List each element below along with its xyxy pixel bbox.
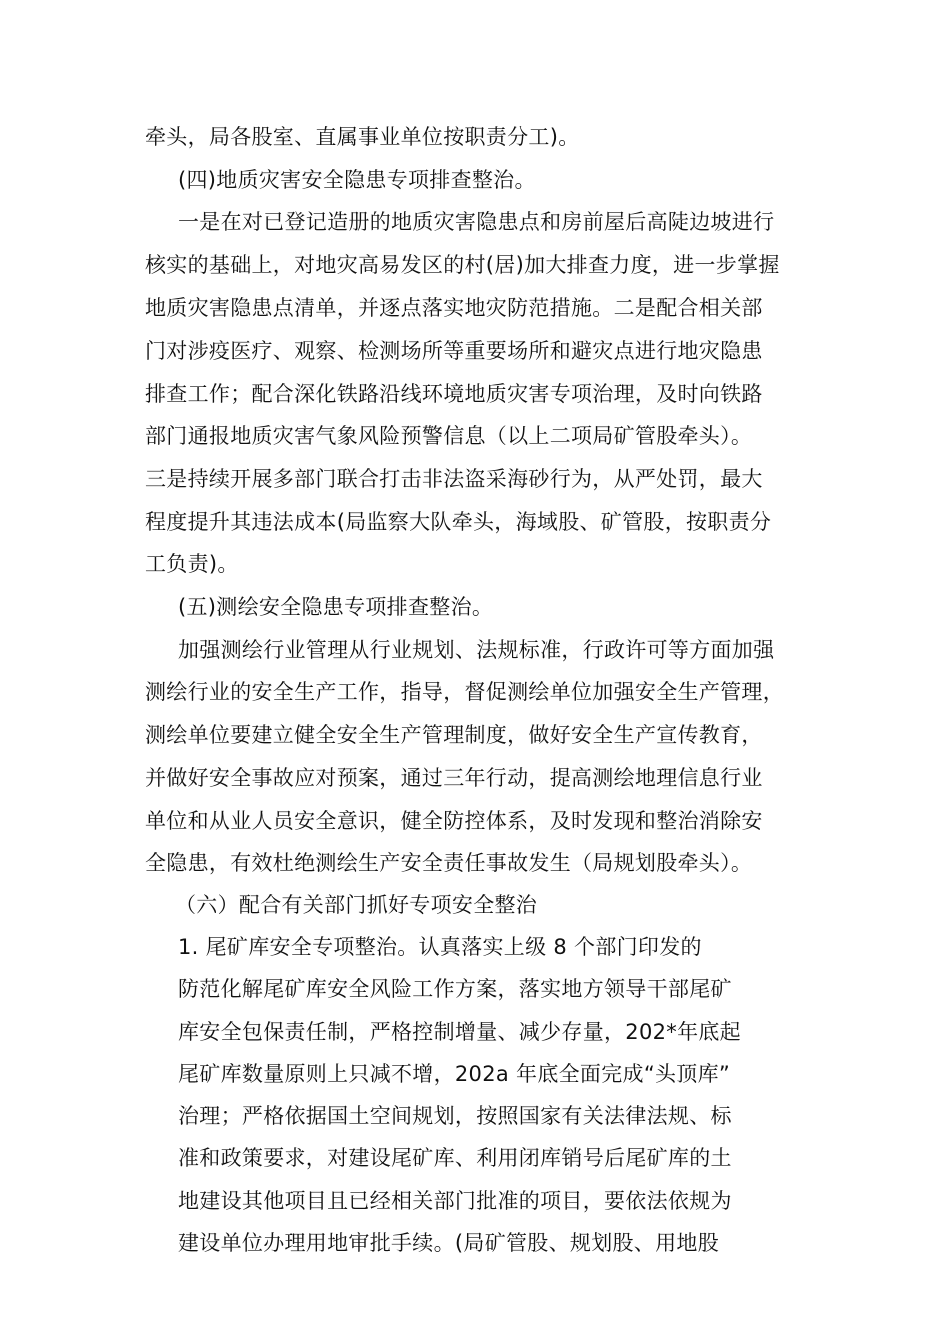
text-line-26: 地建设其他项目且已经相关部门批准的项目，要依法依规为 (178, 1189, 732, 1213)
text-line-10: 程度提升其违法成本(局监察大队牵头，海域股、矿管股，按职责分 (145, 510, 772, 534)
text-line-22: 库安全包保责任制，严格控制增量、减少存量，202*年底起 (178, 1020, 741, 1044)
text-line-20: 1. 尾矿库安全专项整治。认真落实上级 8 个部门印发的 (178, 935, 702, 959)
section-heading-4: (四)地质灾害安全隐患专项排查整治。 (178, 168, 536, 192)
text-line-14: 测绘行业的安全生产工作，指导，督促测绘单位加强安全生产管理， (145, 680, 784, 704)
text-line-7: 排查工作；配合深化铁路沿线环境地质灾害专项治理，及时向铁路 (145, 382, 763, 406)
section-heading-5: (五)测绘安全隐患专项排查整治。 (178, 595, 494, 619)
text-line-17: 单位和从业人员安全意识，健全防控体系，及时发现和整治消除安 (145, 809, 763, 833)
text-line-5: 地质灾害隐患点清单，并逐点落实地灾防范措施。二是配合相关部 (145, 296, 763, 320)
text-line-21: 防范化解尾矿库安全风险工作方案，落实地方领导干部尾矿 (178, 977, 732, 1001)
text-line-8: 部门通报地质灾害气象风险预警信息（以上二项局矿管股牵头）。 (145, 424, 753, 448)
text-line-25: 准和政策要求，对建设尾矿库、利用闭库销号后尾矿库的土 (178, 1146, 732, 1170)
text-line-24: 治理；严格依据国土空间规划，按照国家有关法律法规、标 (178, 1104, 732, 1128)
section-heading-6: （六）配合有关部门抓好专项安全整治 (175, 893, 538, 917)
text-line-15: 测绘单位要建立健全安全生产管理制度，做好安全生产宣传教育， (145, 723, 763, 747)
text-line-9: 三是持续开展多部门联合打击非法盗采海砂行为，从严处罚，最大 (145, 467, 763, 491)
text-line-4: 核实的基础上，对地灾高易发区的村(居)加大排查力度，进一步掌握 (145, 253, 780, 277)
text-line-18: 全隐患，有效杜绝测绘生产安全责任事故发生（局规划股牵头）。 (145, 851, 753, 875)
text-line-16: 并做好安全事故应对预案，通过三年行动，提高测绘地理信息行业 (145, 766, 763, 790)
text-line-11: 工负责)。 (145, 552, 239, 576)
text-line-6: 门对涉疫医疗、观察、检测场所等重要场所和避灾点进行地灾隐患 (145, 339, 763, 363)
text-line-3: 一是在对已登记造册的地质灾害隐患点和房前屋后高陡边坡进行 (178, 210, 775, 234)
text-line-1: 牵头，局各股室、直属事业单位按职责分工)。 (145, 125, 580, 149)
text-line-23: 尾矿库数量原则上只减不增，202a 年底全面完成“头顶库” (178, 1062, 731, 1086)
text-line-13: 加强测绘行业管理从行业规划、法规标准，行政许可等方面加强 (178, 638, 775, 662)
text-line-27: 建设单位办理用地审批手续。(局矿管股、规划股、用地股 (178, 1231, 719, 1255)
